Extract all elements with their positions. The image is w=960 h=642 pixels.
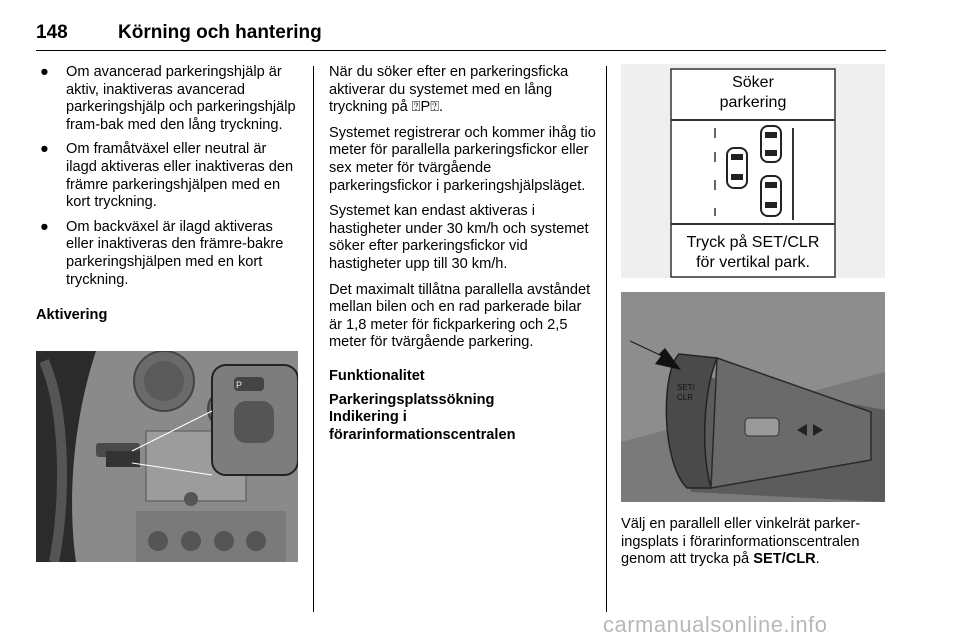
heading-search: Parkeringsplatssökning — [329, 391, 495, 408]
bullet-text: Om framåtväxel eller neutral är ilagd aktiveras eller inaktiveras den främre parkeringshjälpen med en kort tryckning. — [66, 141, 294, 211]
display-hint-2: för vertikal park. — [696, 254, 810, 271]
column-divider-1 — [313, 66, 314, 612]
bullet-item — [36, 219, 300, 289]
caption-text: Välj en parallell eller vinkelrät parkeringsplats i förarinformationscentralen genom att trycka på — [621, 516, 861, 568]
heading-indication: Indikering i — [329, 409, 407, 426]
watermark: carmanualsonline.info — [603, 612, 828, 637]
bullet-item — [36, 64, 300, 134]
bullet-dot: ● — [40, 141, 49, 158]
svg-text:P: P — [236, 380, 243, 390]
display-title-2: parkering — [719, 94, 787, 111]
display-illustration — [621, 64, 885, 278]
paragraph: Det maximalt tillåtna parallella avståndet mellan bilen och en rad parkerade bilar är 1,8 meter för fickparkering och 2,5 meter för tvärgående parkering. — [329, 281, 591, 351]
bullet-dot: ● — [40, 64, 49, 80]
paragraph: Systemet kan endast aktiveras i hastigheter under 30 km/h och systemet söker efter parkeringsfickor vid hastigheter upp till 30 km/h. — [329, 203, 589, 272]
heading-dic: förarinformationscentralen — [329, 426, 516, 443]
display-title-1: Söker — [732, 74, 774, 91]
heading-activation: Aktivering — [36, 307, 108, 324]
heading-function: Funktionalitet — [329, 367, 425, 384]
bullet-item — [36, 141, 300, 211]
lever-button-label: CLR — [677, 393, 694, 402]
caption-bold: SET/CLR — [753, 551, 816, 568]
paragraph: När du söker efter en parkeringsficka aktiverar du systemet med en lång tryckning på ⍰P⍰. — [329, 64, 569, 116]
dashboard-illustration — [36, 351, 298, 562]
bullet-text: Om avancerad parkeringshjälp är aktiv, inaktiveras avancerad parkeringshjälp och parkeringshjälp fram-bak med den lång tryckning. — [66, 64, 296, 133]
column-middle — [329, 64, 597, 444]
column-left — [36, 64, 300, 390]
figure-caption — [621, 516, 887, 569]
display-hint-1: Tryck på SET/CLR — [686, 234, 820, 251]
lever-illustration — [621, 292, 885, 502]
lever-button-label: SET/ — [677, 383, 695, 392]
page-number: 148 — [36, 22, 68, 43]
bullet-text: Om backväxel är ilagd aktiveras eller inaktiveras den främre-bakre parkeringshjälpen med en kort tryckning. — [66, 218, 284, 288]
column-divider-2 — [606, 66, 607, 612]
paragraph: Systemet registrerar och kommer ihåg tio meter för parallella parkeringsfickor eller sex meter för tvärgående parkeringsfickor i parkeringshjälpsläget. — [329, 124, 596, 194]
caption-end: . — [815, 551, 820, 568]
bullet-dot: ● — [40, 218, 49, 235]
section-title: Körning och hantering — [118, 22, 322, 43]
page-header — [36, 20, 886, 51]
